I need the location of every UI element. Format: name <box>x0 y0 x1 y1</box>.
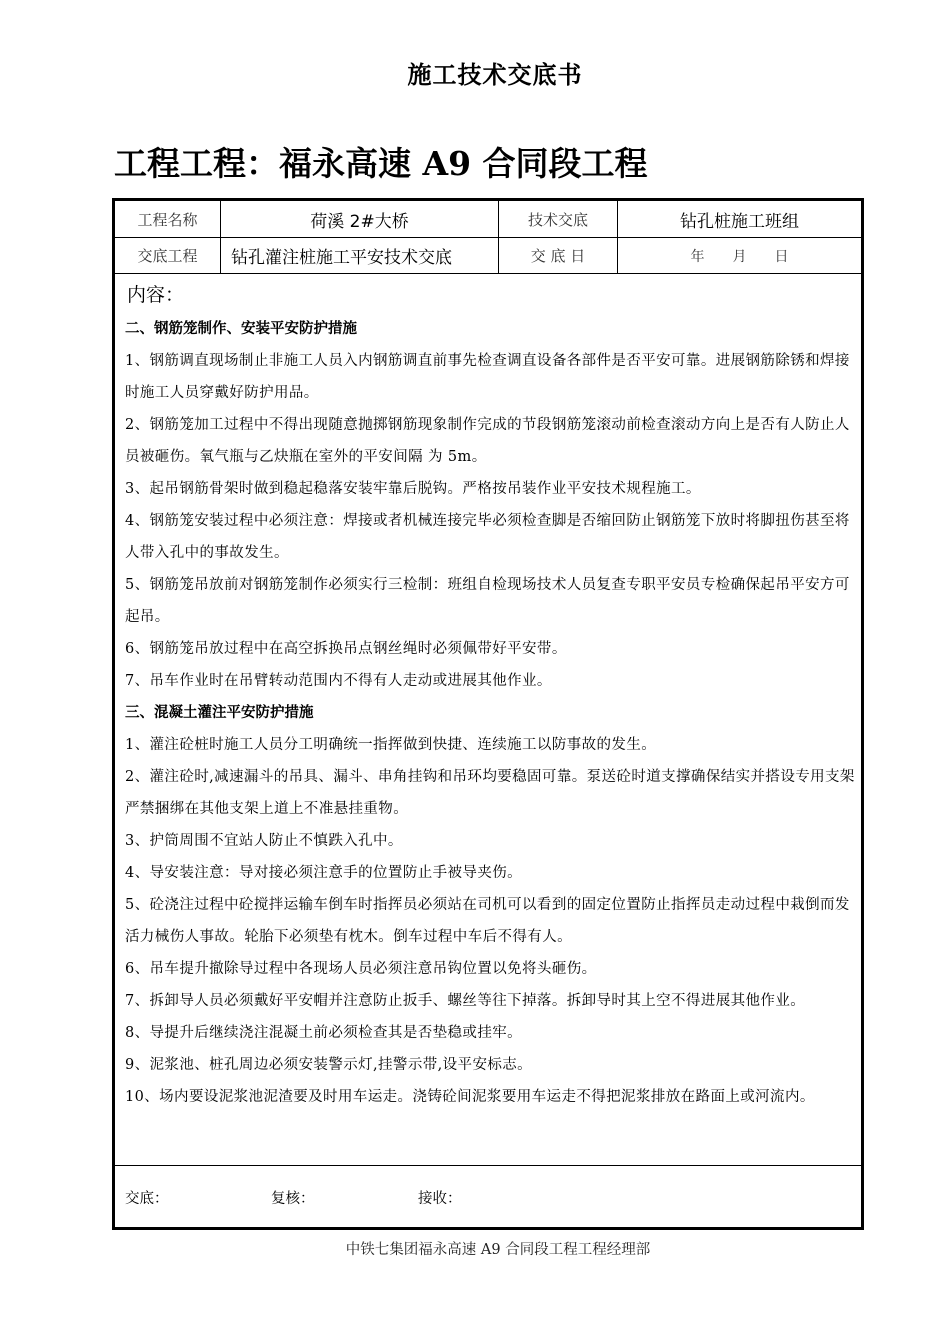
clause-paragraph: 6、吊车提升撤除导过程中各现场人员必须注意吊钩位置以免将头砸伤。 <box>125 961 597 977</box>
content-body <box>125 313 855 1113</box>
disclosure-date-label: 交 底 日 <box>530 247 586 265</box>
disclosure-date-value: 年 月 日 <box>690 248 789 265</box>
clause-paragraph: 2、钢筋笼加工过程中不得出现随意抛掷钢筋现象制作完成的节段钢筋笼滚动前检查滚动方向上是否有人防止人员被砸伤。氧气瓶与乙炔瓶在室外的平安间隔 为 5m。 <box>125 417 850 465</box>
clause-paragraph: 3、起吊钢筋骨架时做到稳起稳落安装牢靠后脱钩。严格按吊装作业平安技术规程施工。 <box>125 481 701 497</box>
receive-signature-label: 接收： <box>418 1191 462 1207</box>
clause-paragraph: 1、灌注砼桩时施工人员分工明确统一指挥做到快捷、连续施工以防事故的发生。 <box>125 737 657 753</box>
clause-paragraph: 5、砼浇注过程中砼搅拌运输车倒车时指挥员必须站在司机可以看到的固定位置防止指挥员走动过程中栽倒而发活力械伤人事故。轮胎下必须垫有枕木。倒车过程中车后不得有人。 <box>125 897 850 945</box>
row-divider <box>115 273 861 274</box>
document-title: 施工技术交底书 <box>407 61 583 89</box>
disclosure-item-label: 交底工程 <box>137 247 198 265</box>
clause-paragraph: 7、拆卸导人员必须戴好平安帽并注意防止扳手、螺丝等往下掉落。拆卸导时其上空不得进展其他作业。 <box>125 993 806 1009</box>
content-section <box>125 277 855 1113</box>
signoff-divider <box>115 1165 861 1166</box>
clause-paragraph: 2、灌注砼时,减速漏斗的吊具、漏斗、串角挂钩和吊环均要稳固可靠。泵送砼时道支撑确保结实并搭设专用支架严禁捆绑在其他支架上道上不准悬挂重物。 <box>125 769 855 817</box>
disclosure-target-label: 技术交底 <box>527 210 588 229</box>
clause-paragraph: 9、泥浆池、桩孔周边必须安装警示灯,挂警示带,设平安标志。 <box>125 1057 533 1073</box>
content-heading: 内容： <box>127 284 185 306</box>
section-title: 三、混凝土灌注平安防护措施 <box>125 705 314 721</box>
clause-paragraph: 4、导安装注意：导对接必须注意手的位置防止手被导夹伤。 <box>125 865 523 881</box>
clause-paragraph: 7、吊车作业时在吊臂转动范围内不得有人走动或进展其他作业。 <box>125 673 552 689</box>
clause-paragraph: 4、钢筋笼安装过程中必须注意：焊接或者机械连接完毕必须检查脚是否缩回防止钢筋笼下放时将脚扭伤甚至将人带入孔中的事故发生。 <box>125 513 850 561</box>
clause-paragraph: 6、钢筋笼吊放过程中在高空拆换吊点钢丝绳时必须佩带好平安带。 <box>125 641 567 657</box>
clause-paragraph: 8、导提升后继续浇注混凝土前必须检查其是否垫稳或挂牢。 <box>125 1025 523 1041</box>
clause-paragraph: 10、场内要设泥浆池泥渣要及时用车运走。浇铸砼间泥浆要用车运走不得把泥浆排放在路面上或河流内。 <box>125 1089 815 1105</box>
disclosure-form <box>112 198 864 1230</box>
issuer-footer: 中铁七集团福永高速 A9 合同段工程工程经理部 <box>345 1242 651 1258</box>
section-title: 二、钢筋笼制作、安装平安防护措施 <box>125 321 357 337</box>
handover-signature-label: 交底： <box>125 1191 169 1207</box>
project-name-value: 荷溪 2#大桥 <box>310 211 409 232</box>
project-name-line: 工程工程：福永高速 A9 合同段工程 <box>114 144 648 183</box>
disclosure-target-value: 钻孔桩施工班组 <box>680 211 799 232</box>
clause-paragraph: 5、钢筋笼吊放前对钢筋笼制作必须实行三检制：班组自检现场技术人员复查专职平安员专检确保起吊平安方可起吊。 <box>125 577 850 625</box>
project-name-label: 工程名称 <box>137 210 198 229</box>
disclosure-item-value: 钻孔灌注桩施工平安技术交底 <box>231 248 452 268</box>
clause-paragraph: 1、钢筋调直现场制止非施工人员入内钢筋调直前事先检查调直设备各部件是否平安可靠。进展钢筋除锈和焊接时施工人员穿戴好防护用品。 <box>125 353 850 401</box>
clause-paragraph: 3、护筒周围不宜站人防止不慎跌入孔中。 <box>125 833 403 849</box>
review-signature-label: 复核： <box>271 1191 315 1207</box>
